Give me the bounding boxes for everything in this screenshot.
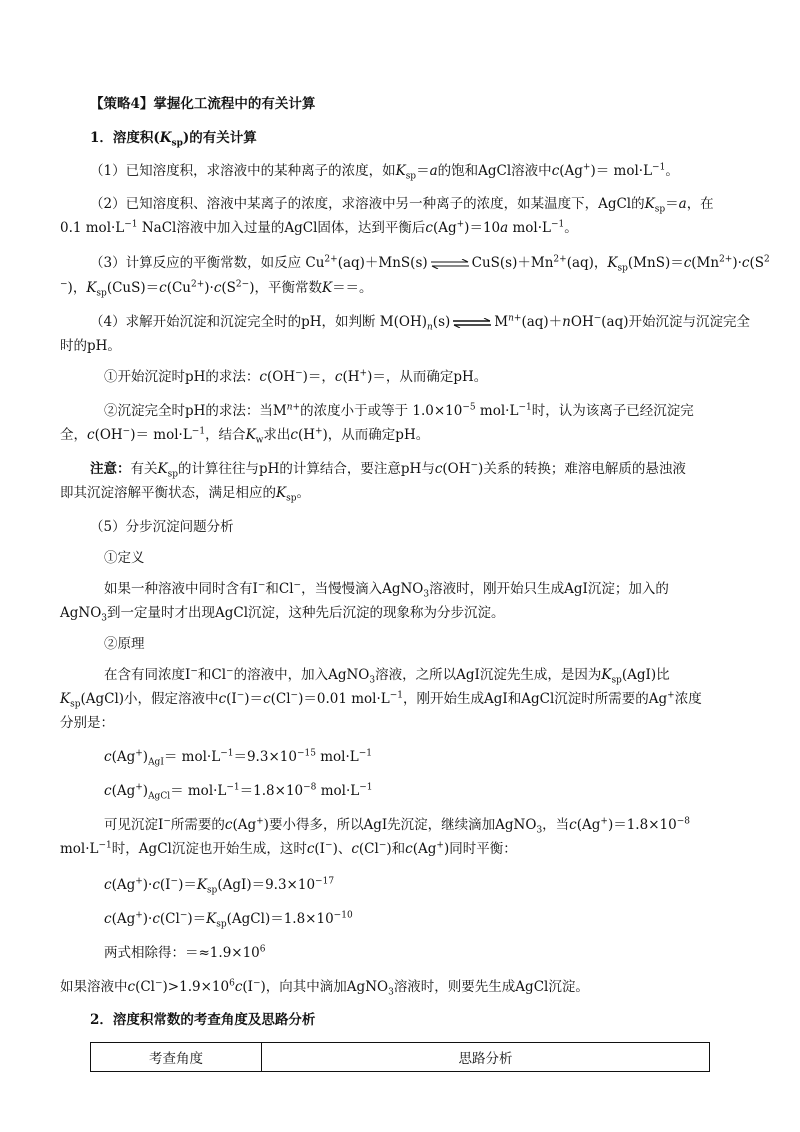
paragraph-10: ②原理 (104, 636, 145, 652)
formula-4: $c(Ag^+)\cdot c(Cl^-)=K_{sp}(AgCl)=1.8\times 10^{-10}$ (104, 910, 353, 930)
note-line-1: 注意：有关$K_{sp}$的计算往往与pH的计算结合，要注意pH与c(OH−)关系的转换；难溶电解质的悬浊液 (90, 460, 686, 480)
paragraph-6-line-2: 全，$c(OH^-)= mol\cdot L^{-1}$，结合$K_w$求出c(H+)，从而确定pH。 (60, 426, 430, 446)
paragraph-4-line-2: 时的pH。 (60, 338, 121, 354)
analysis-table (90, 1042, 710, 1072)
paragraph-9-line-2: AgNO$_3$到一定量时才出现AgCl沉淀，这种先后沉淀的现象称为分步沉淀。 (60, 605, 505, 624)
paragraph-3-line-2: −)，$K_{sp}(CuS)=c(Cu^{2+})\cdot c(S^{2-})$，平衡常数K＝＝。 (60, 279, 373, 299)
section-1-title: 1．溶度积$(K_{sp})$的有关计算 (90, 130, 257, 149)
paragraph-12-line-2: $mol\cdot L^{-1}$时，AgCl沉淀也开始生成，这时c(I−)、c(Cl−)和c(Ag+)同时平衡： (60, 840, 517, 857)
paragraph-11-line-1: 在含有同浓度I−和Cl−的溶液中，加入AgNO$_3$溶液，之所以AgI沉淀先生成，是因为$K_{sp}(AgI)$比 (104, 666, 670, 686)
paragraph-11-line-2: $K_{sp}(AgCl)$小，假定溶液中c(I−)＝c(Cl−)＝0.01 $mol\cdot L^{-1}$，刚开始生成AgI和AgCl沉淀时所需要的Ag+浓度 (60, 690, 702, 710)
formula-5: 两式相除得：$=\approx 1.9\times 10^6$ (104, 944, 266, 961)
paragraph-13: 如果溶液中$c(Cl^-)>1.9\times 10^6c(I^-)$，向其中滴加AgNO$_3$溶液时，则要先生成AgCl沉淀。 (60, 978, 589, 998)
page-heading: 【策略4】掌握化工流程中的有关计算 (90, 96, 316, 112)
section-2-title: 2．溶度积常数的考查角度及思路分析 (90, 1012, 316, 1028)
paragraph-11-line-3: 分别是： (60, 715, 114, 731)
paragraph-12-line-1: 可见沉淀I−所需要的c(Ag+)要小得多，所以AgI先沉淀，继续滴加AgNO$_3$，当$c(Ag^+)=1.8\times 10^{-8}$ (104, 816, 690, 836)
table-header-analysis: 思路分析 (458, 1051, 513, 1067)
paragraph-8: ①定义 (104, 550, 145, 566)
formula-3: $c(Ag^+)\cdot c(I^-)=K_{sp}(AgI)=9.3\times 10^{-17}$ (104, 876, 335, 896)
paragraph-1: （1）已知溶度积，求溶液中的某种离子的浓度，如$K_{sp}=a$的饱和AgCl溶液中$c(Ag^+)= mol\cdot L^{-1}$。 (90, 162, 679, 182)
paragraph-3-line-1: （3）计算反应的平衡常数，如反应 $Cu^{2+}(aq)+MnS(s)$ $CuS(s)+Mn^{2+}(aq)$，$K_{sp}(MnS)=c(Mn^{2+})\cdot c(S^2$ (90, 254, 770, 274)
note-label: 注意： (90, 461, 131, 477)
paragraph-7: （5）分步沉淀问题分析 (90, 519, 234, 535)
paragraph-4-line-1: （4）求解开始沉淀和沉淀完全时的pH，如判断 $M(OH)_n(s)$ $M^{n+}(aq)+nOH^-(aq)$开始沉淀与沉淀完全 (90, 313, 750, 333)
paragraph-5: ①开始沉淀时pH的求法：c(OH−)＝，c(H+)＝，从而确定pH。 (104, 368, 488, 385)
paragraph-2-line-2: 0.1 $mol\cdot L^{-1}$ NaCl溶液中加入过量的AgCl固体，达到平衡后c(Ag+)＝10a $mol\cdot L^{-1}$。 (60, 219, 578, 236)
formula-2: $c(Ag^+)_{AgCl}= mol\cdot L^{-1}=1.8\times 10^{-8}$ $mol\cdot L^{-1}$ (104, 782, 373, 802)
paragraph-9-line-1: 如果一种溶液中同时含有I−和Cl−，当慢慢滴入AgNO$_3$溶液时，刚开始只生成AgI沉淀；加入的 (104, 580, 669, 600)
equilibrium-arrow-icon (452, 318, 492, 328)
formula-1: $c(Ag^+)_{AgI}= mol\cdot L^{-1}=9.3\times 10^{-15}$ $mol\cdot L^{-1}$ (104, 748, 373, 768)
note-line-2: 即其沉淀溶解平衡状态，满足相应的$K_{sp}$。 (60, 485, 310, 504)
paragraph-6-line-1: ②沉淀完全时pH的求法：当$M^{n+}$的浓度小于或等于 $1.0\times 10^{-5}$ $mol\cdot L^{-1}$时，认为该离子已经沉淀完 (104, 402, 694, 419)
paragraph-2-line-1: （2）已知溶度积、溶液中某离子的浓度，求溶液中另一种离子的浓度，如某温度下，AgCl的$K_{sp}=a$，在 (90, 196, 714, 215)
table-header-angle: 考查角度 (91, 1043, 262, 1071)
reversible-arrow-icon (430, 259, 470, 269)
